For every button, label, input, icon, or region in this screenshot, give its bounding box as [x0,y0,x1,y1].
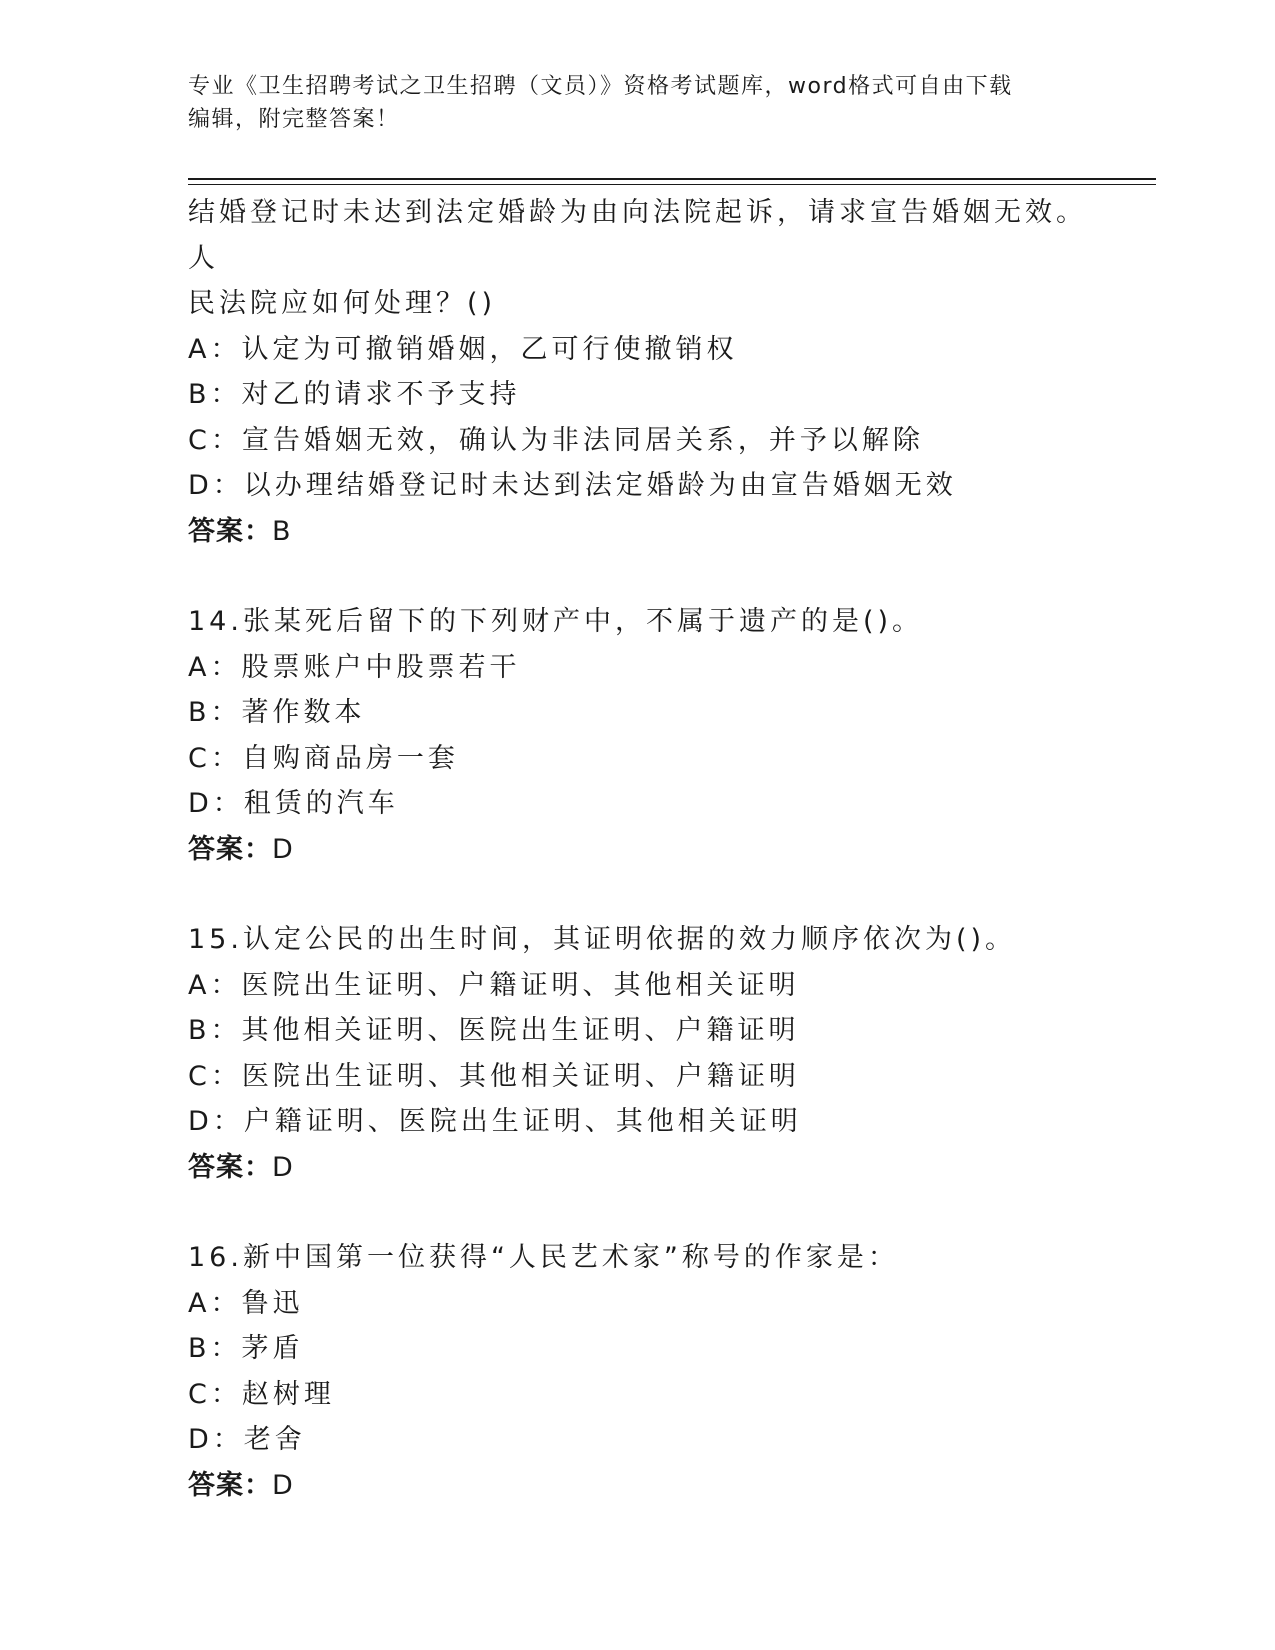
option-a: A：鲁迅 [188,1287,304,1319]
option-c: C：宣告婚姻无效，确认为非法同居关系，并予以解除 [188,424,924,456]
option-c: C：医院出生证明、其他相关证明、户籍证明 [188,1060,800,1092]
header-line-1: 专业《卫生招聘考试之卫生招聘（文员）》资格考试题库，word格式可自由下载 [188,74,1013,99]
answer-line [188,827,1108,873]
question-stem-line: 15.认定公民的出生时间，其证明依据的效力顺序依次为()。 [188,924,1017,955]
answer-label: 答案： [188,515,272,547]
option-d: D：户籍证明、医院出生证明、其他相关证明 [188,1106,802,1137]
answer-label: 答案： [188,1151,272,1183]
answer-value: D [272,1469,294,1501]
answer-value: D [272,1151,294,1183]
option-b: B：对乙的请求不予支持 [188,379,521,410]
question-stem-line: 结婚登记时未达到法定婚龄为由向法院起诉，请求宣告婚姻无效。人 [188,197,1087,274]
option-b: B：其他相关证明、医院出生证明、户籍证明 [188,1015,800,1046]
option-d: D：租赁的汽车 [188,788,399,819]
answer-label: 答案： [188,833,272,865]
header-divider-thin [188,184,1156,185]
question-16 [188,1235,1108,1508]
option-d: D：以办理结婚登记时未达到法定婚龄为由宣告婚姻无效 [188,470,957,501]
answer-line [188,509,1108,555]
header-line-2: 编辑，附完整答案！ [188,107,400,132]
document-header [188,70,1088,136]
option-a: A：医院出生证明、户籍证明、其他相关证明 [188,969,800,1001]
header-divider-thick [188,178,1156,180]
question-stem-line: 16.新中国第一位获得“人民艺术家”称号的作家是： [188,1242,899,1273]
question-stem-line: 民法院应如何处理？() [188,288,497,319]
option-b: B：茅盾 [188,1333,304,1364]
option-a: A：认定为可撤销婚姻，乙可行使撤销权 [188,333,738,365]
question-stem-line: 14.张某死后留下的下列财产中，不属于遗产的是()。 [188,606,924,637]
option-c: C：自购商品房一套 [188,742,459,774]
answer-line [188,1145,1108,1191]
question-13 [188,190,1108,554]
answer-value: B [272,515,292,547]
option-d: D：老舍 [188,1424,306,1455]
option-a: A：股票账户中股票若干 [188,651,521,683]
question-15 [188,917,1108,1190]
answer-label: 答案： [188,1469,272,1501]
question-list [188,190,1108,1508]
answer-line [188,1463,1108,1509]
option-b: B：著作数本 [188,697,366,728]
answer-value: D [272,833,294,865]
option-c: C：赵树理 [188,1378,335,1410]
question-14 [188,599,1108,872]
